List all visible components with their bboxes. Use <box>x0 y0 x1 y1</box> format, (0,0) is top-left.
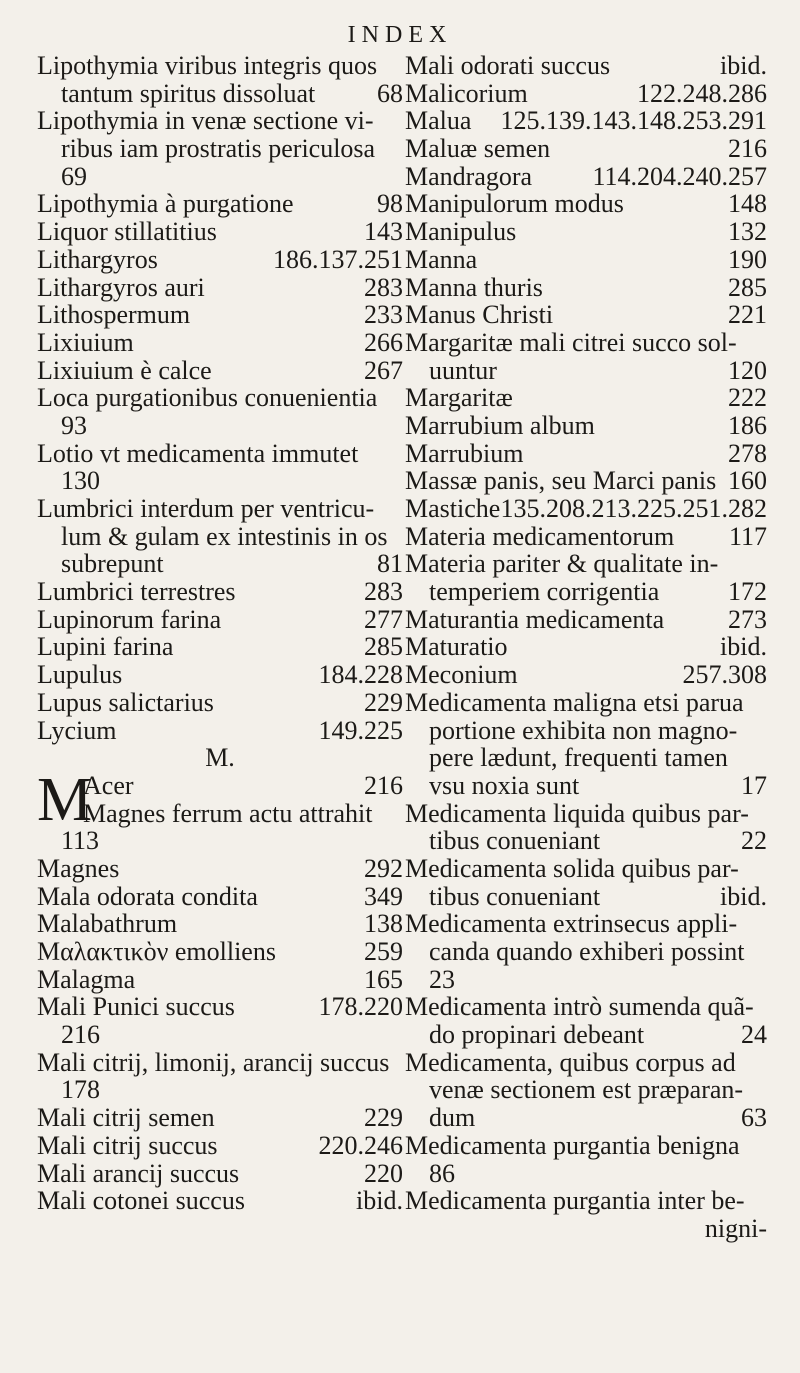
entry-term: Medicamenta liquida quibus par- <box>405 798 749 828</box>
entry-page-ref: 229 <box>364 1103 403 1133</box>
index-entry <box>405 246 767 274</box>
entry-page-ref: 165 <box>364 964 403 994</box>
index-entry <box>37 827 403 855</box>
entry-term: pere lædunt, frequenti tamen <box>429 743 728 773</box>
index-entry <box>405 827 767 855</box>
entry-term: Manna <box>405 244 478 274</box>
entry-page-ref: 259 <box>364 937 403 966</box>
index-entry <box>37 578 403 606</box>
index-entry <box>405 329 767 357</box>
entry-page-ref: ibid. <box>720 632 767 662</box>
entry-term: Lixiuium è calce <box>37 355 212 385</box>
entry-page-ref: 283 <box>364 272 403 302</box>
entry-term: 93 <box>61 410 87 440</box>
index-entry <box>37 80 403 108</box>
entry-page-ref: 22 <box>741 826 767 856</box>
entry-page-ref: 178.220 <box>318 992 403 1022</box>
entry-term: Lumbrici interdum per ventricu- <box>37 494 375 523</box>
entry-term: Medicamenta solida quibus par- <box>405 853 739 883</box>
index-entry <box>405 523 767 551</box>
index-entry <box>405 1215 767 1243</box>
entry-term: Lixiuium <box>37 327 134 357</box>
index-entry <box>37 855 403 883</box>
entry-term: Maturantia medicamenta <box>405 604 665 634</box>
entry-term: Materia medicamentorum <box>405 521 675 551</box>
index-entry <box>405 910 767 938</box>
index-entry <box>37 1076 403 1104</box>
entry-term: Margaritæ <box>405 383 513 413</box>
entry-term: 23 <box>429 964 455 994</box>
entry-page-ref: 98 <box>377 189 403 219</box>
entry-term: Mali cotonei succus <box>37 1186 245 1216</box>
index-entry <box>405 440 767 468</box>
entry-page-ref: 229 <box>364 687 403 717</box>
index-entry <box>37 218 403 246</box>
index-entry <box>37 800 403 828</box>
index-entry <box>37 246 403 274</box>
entry-page-ref: 278 <box>728 438 767 468</box>
entry-term: Magnes <box>37 853 120 883</box>
entry-term: Lipothymia in venæ sectione vi- <box>37 106 374 136</box>
index-entry <box>37 52 403 80</box>
right-column <box>405 52 767 1243</box>
entry-term: Mali arancij succus <box>37 1158 240 1188</box>
entry-term: Magnes ferrum actu attrahit <box>83 798 373 828</box>
entry-page-ref: 220.246 <box>318 1130 403 1160</box>
index-entry <box>37 717 403 745</box>
entry-term: tantum spiritus dissoluat <box>61 78 316 108</box>
index-entry <box>37 135 403 163</box>
entry-term: Μαλακτικὸν emolliens <box>37 937 276 966</box>
entry-term: Meconium <box>405 660 518 690</box>
index-entry <box>37 1021 403 1049</box>
left-column <box>37 52 403 1215</box>
entry-page-ref: 172 <box>728 577 767 607</box>
index-entry <box>405 1076 767 1104</box>
entry-page-ref: 122.248.286 <box>637 78 767 108</box>
entry-page-ref: 273 <box>728 604 767 634</box>
index-entry <box>37 1160 403 1188</box>
entry-term: Lithargyros <box>37 244 158 274</box>
index-entry <box>37 523 403 551</box>
index-entry <box>37 633 403 661</box>
entry-term: Manus Christi <box>405 300 554 330</box>
entry-page-ref: 186.137.251 <box>273 244 403 274</box>
entry-term: subrepunt <box>61 549 164 579</box>
entry-term: 86 <box>429 1158 455 1188</box>
index-entry <box>37 883 403 911</box>
entry-term: Mali citrij semen <box>37 1103 215 1133</box>
entry-page-ref: 17 <box>741 770 767 800</box>
index-entry <box>405 135 767 163</box>
entry-term: Mala odorata condita <box>37 881 258 911</box>
entry-page-ref: ibid. <box>720 51 767 80</box>
index-entry <box>405 163 767 191</box>
entry-page-ref: 285 <box>728 272 767 302</box>
index-entry <box>37 1132 403 1160</box>
index-entry <box>405 52 767 80</box>
index-entry <box>37 1049 403 1077</box>
entry-page-ref: 24 <box>741 1020 767 1050</box>
entry-page-ref: ibid. <box>356 1186 403 1216</box>
entry-term: lum & gulam ex intestinis in os <box>61 521 388 551</box>
section-letter: M. <box>205 743 235 773</box>
entry-term: Mandragora <box>405 161 533 191</box>
entry-term: Mali odorati succus <box>405 51 611 80</box>
index-entry <box>405 772 767 800</box>
index-entry <box>37 274 403 302</box>
entry-term: 216 <box>61 1020 100 1050</box>
entry-term: Acer <box>83 770 134 800</box>
entry-term: Malicorium <box>405 78 528 108</box>
entry-term: Malabathrum <box>37 909 178 939</box>
entry-term: temperiem corrigentia <box>429 577 660 607</box>
index-entry <box>405 190 767 218</box>
entry-term: Medicamenta extrinsecus appli- <box>405 909 738 939</box>
entry-term: Lipothymia à purgatione <box>37 189 294 219</box>
entry-term: Mastiche <box>405 494 501 523</box>
entry-term: do propinari debeant <box>429 1020 645 1050</box>
entry-page-ref: 220 <box>364 1158 403 1188</box>
entry-term: Marrubium <box>405 438 524 468</box>
entry-page-ref: 135.208.213.225.251.282 <box>500 494 767 523</box>
entry-term: Manipulus <box>405 217 517 247</box>
entry-term: Materia pariter & qualitate in- <box>405 549 719 579</box>
index-entry <box>37 1104 403 1132</box>
entry-term: 69 <box>61 161 87 191</box>
entry-term: Malagma <box>37 964 136 994</box>
entry-term: Medicamenta purgantia inter be- <box>405 1186 745 1216</box>
index-entry <box>405 883 767 911</box>
entry-page-ref: 277 <box>364 604 403 634</box>
index-entry <box>405 744 767 772</box>
entry-page-ref: 160 <box>728 466 767 496</box>
index-entry <box>405 550 767 578</box>
index-entry <box>37 329 403 357</box>
index-entry <box>37 1187 403 1215</box>
index-entry <box>37 384 403 412</box>
index-entry <box>37 938 403 966</box>
index-entry <box>405 717 767 745</box>
entry-term: Lotio vt medicamenta immutet <box>37 438 359 468</box>
entry-term: 178 <box>61 1075 100 1105</box>
entry-page-ref: 292 <box>364 853 403 883</box>
index-entry <box>37 689 403 717</box>
index-entry <box>37 107 403 135</box>
index-entry <box>37 550 403 578</box>
index-entry <box>405 1049 767 1077</box>
entry-page-ref: 149.225 <box>318 715 403 745</box>
entry-term: Lumbrici terrestres <box>37 577 236 607</box>
index-entry <box>405 1187 767 1215</box>
entry-term: Malua <box>405 106 472 136</box>
entry-page-ref: 349 <box>364 881 403 911</box>
entry-page-ref: 138 <box>364 909 403 939</box>
entry-term: Lupulus <box>37 660 123 690</box>
index-entry <box>405 1160 767 1188</box>
index-entry <box>405 80 767 108</box>
index-entry <box>37 606 403 634</box>
index-entry <box>37 910 403 938</box>
entry-page-ref: 257.308 <box>682 660 767 690</box>
entry-term: Medicamenta purgantia benigna <box>405 1130 740 1160</box>
entry-term: Manipulorum modus <box>405 189 624 219</box>
index-entry <box>37 661 403 689</box>
entry-term: Massæ panis, seu Marci panis <box>405 466 717 496</box>
entry-term: 130 <box>61 466 100 496</box>
entry-page-ref: 233 <box>364 300 403 330</box>
entry-page-ref: 120 <box>728 355 767 385</box>
entry-page-ref: 221 <box>728 300 767 330</box>
entry-page-ref: ibid. <box>720 881 767 911</box>
entry-term: Maluæ semen <box>405 134 551 164</box>
index-entry <box>405 855 767 883</box>
entry-term: 113 <box>61 826 100 856</box>
entry-page-ref: 81 <box>377 549 403 579</box>
entry-page-ref: 125.139.143.148.253.291 <box>500 106 767 136</box>
index-entry <box>405 966 767 994</box>
entry-page-ref: 190 <box>728 244 767 274</box>
index-entry <box>405 993 767 1021</box>
entry-page-ref: 222 <box>728 383 767 413</box>
entry-page-ref: 184.228 <box>318 660 403 690</box>
index-entry <box>37 993 403 1021</box>
index-entry <box>405 495 767 523</box>
index-entry <box>405 800 767 828</box>
drop-cap: M <box>37 765 93 834</box>
entry-term: Medicamenta, quibus corpus ad <box>405 1047 736 1077</box>
entry-term: Mali Punici succus <box>37 992 235 1022</box>
entry-page-ref: 216 <box>364 770 403 800</box>
entry-term: ribus iam prostratis periculosa <box>61 134 376 164</box>
entry-page-ref: 143 <box>364 217 403 247</box>
entry-term: Lycium <box>37 715 117 745</box>
entry-page-ref: 132 <box>728 217 767 247</box>
entry-page-ref: 266 <box>364 327 403 357</box>
index-entry <box>405 357 767 385</box>
entry-page-ref: 68 <box>377 78 403 108</box>
index-entry <box>405 274 767 302</box>
entry-term: vsu noxia sunt <box>429 770 580 800</box>
entry-term: uuntur <box>429 355 497 385</box>
entry-term: Lithospermum <box>37 300 191 330</box>
entry-term: Mali citrij, limonij, arancij succus <box>37 1047 390 1077</box>
entry-term: Medicamenta intrò sumenda quã- <box>405 992 754 1022</box>
index-entry <box>405 301 767 329</box>
entry-term: Lupini farina <box>37 632 174 662</box>
entry-page-ref: 63 <box>741 1103 767 1133</box>
entry-term: venæ sectionem est præparan- <box>429 1075 744 1105</box>
entry-term: Lupus salictarius <box>37 687 214 717</box>
entry-page-ref: 283 <box>364 577 403 607</box>
index-entry <box>37 467 403 495</box>
index-entry <box>405 1021 767 1049</box>
index-entry <box>405 218 767 246</box>
entry-term: Liquor stillatitius <box>37 217 217 247</box>
entry-page-ref: 117 <box>728 521 767 551</box>
entry-term: Margaritæ mali citrei succo sol- <box>405 327 737 357</box>
index-entry <box>37 357 403 385</box>
entry-term: Lithargyros auri <box>37 272 205 302</box>
index-entry <box>405 578 767 606</box>
index-entry <box>405 689 767 717</box>
entry-page-ref: 114.204.240.257 <box>592 161 767 191</box>
entry-term: Lupinorum farina <box>37 604 222 634</box>
index-entry <box>37 163 403 191</box>
entry-term: Lipothymia viribus integris quos <box>37 51 378 80</box>
index-entry <box>37 301 403 329</box>
entry-term: Manna thuris <box>405 272 543 302</box>
index-entry <box>37 440 403 468</box>
index-entry <box>37 190 403 218</box>
entry-page-ref: 216 <box>728 134 767 164</box>
index-entry <box>37 412 403 440</box>
entry-term: portione exhibita non magno- <box>429 715 738 745</box>
entry-term: Loca purgationibus conuenientia <box>37 383 378 413</box>
entry-term: nigni- <box>704 1213 767 1243</box>
index-entry <box>405 606 767 634</box>
index-entry <box>405 1104 767 1132</box>
index-entry <box>37 495 403 523</box>
index-entry <box>37 966 403 994</box>
index-entry <box>405 384 767 412</box>
index-entry <box>405 938 767 966</box>
index-entry <box>405 107 767 135</box>
entry-term: dum <box>429 1103 476 1133</box>
entry-term: canda quando exhiberi possint <box>429 937 745 966</box>
entry-term: Mali citrij succus <box>37 1130 218 1160</box>
entry-term: Medicamenta maligna etsi parua <box>405 687 744 717</box>
entry-page-ref: 285 <box>364 632 403 662</box>
entry-term: tibus conueniant <box>429 826 601 856</box>
entry-term: Maturatio <box>405 632 508 662</box>
index-entry <box>405 661 767 689</box>
entry-term: tibus conueniant <box>429 881 601 911</box>
index-entry <box>405 467 767 495</box>
entry-page-ref: 267 <box>364 355 403 385</box>
index-entry <box>405 1132 767 1160</box>
index-entry <box>405 633 767 661</box>
entry-page-ref: 148 <box>728 189 767 219</box>
entry-page-ref: 186 <box>728 410 767 440</box>
page-header: INDEX <box>347 22 453 48</box>
entry-term: Marrubium album <box>405 410 595 440</box>
index-entry <box>405 412 767 440</box>
